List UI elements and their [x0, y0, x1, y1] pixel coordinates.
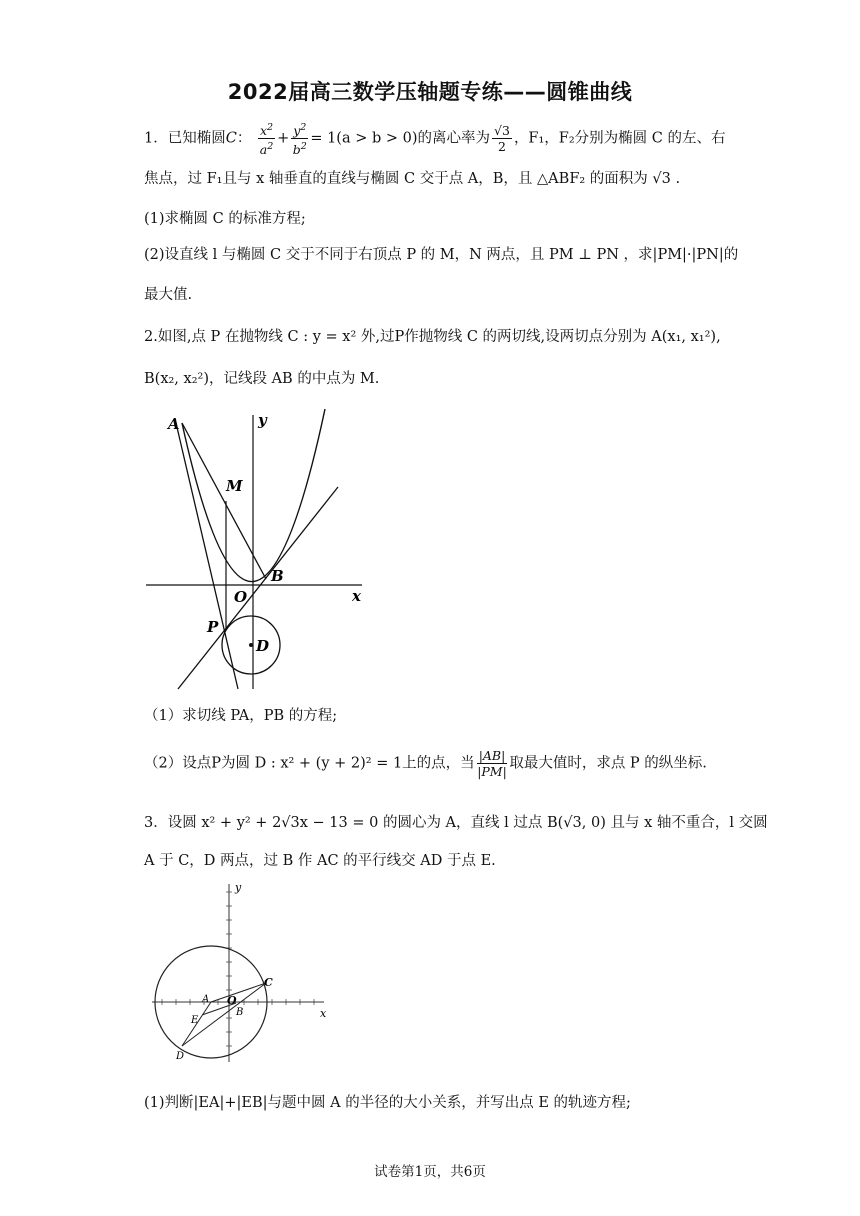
q3-label-d: D — [176, 1051, 185, 1062]
q1-text-c: ，F₁，F₂分别为椭圆 C 的左、右 — [513, 130, 726, 147]
q2-label-m: M — [226, 477, 243, 495]
q3-label-x: x — [320, 1007, 327, 1020]
q1-part-1: (1)求椭圆 C 的标准方程; — [144, 211, 306, 227]
q3-label-y: y — [235, 881, 242, 894]
q1-frac-y: $\frac{y^2}{b^2}$ — [292, 122, 307, 158]
q2-tangent-pb — [178, 487, 338, 689]
q2-part-2-a: （2）设点P为圆 D : x² + (y + 2)² = 1上的点，当 — [144, 755, 475, 772]
q1-part-2-b: 最大值. — [144, 287, 193, 303]
q2-ratio: $\frac{|AB|}{|PM|}$ — [477, 748, 507, 779]
q2-part-2-b: 取最大值时，求点 P 的纵坐标. — [509, 755, 707, 772]
q3-label-e: E — [191, 1015, 199, 1026]
q2-label-y: y — [258, 411, 267, 429]
q3-label-a: A — [202, 994, 210, 1005]
q3-label-o: O — [227, 994, 237, 1007]
q2-part-1: （1）求切线 PA，PB 的方程; — [144, 708, 338, 724]
q2-label-x: x — [352, 587, 361, 605]
q2-figure — [140, 405, 390, 695]
q1-text-b: 的离心率为 — [417, 130, 491, 147]
q2-label-o: O — [234, 588, 248, 606]
q1-condition: = 1(a > b > 0) — [310, 130, 418, 147]
q2-part-2 — [144, 748, 707, 779]
q1-eccentricity: $\frac{√3}{2}$ — [494, 123, 510, 155]
page-footer: 试卷第1页，共6页 — [374, 1164, 486, 1180]
page-title: 2022届高三数学压轴题专练——圆锥曲线 — [227, 80, 633, 104]
q3-line-2: A 于 C，D 两点，过 B 作 AC 的平行线交 AD 于点 E. — [144, 853, 496, 869]
q1-ellipse-name: C — [225, 130, 237, 147]
q1-line-1: 1．已知椭圆C： $\frac{x^2}{a^2}$ + $\frac{y^2}{b^2}$ = 1(a > b > 0)的离心率为 $\frac{√3}{2}$ ，F₁，F₂分别为椭圆 C 的左、右 — [144, 122, 726, 158]
q3-line-1: 3．设圆 x² + y² + 2√3x − 13 = 0 的圆心为 A，直线 l 过点 B(√3, 0) 且与 x 轴不重合，l 交圆 — [144, 815, 768, 831]
q2-label-d: D — [256, 637, 270, 655]
q3-label-b: B — [236, 1007, 244, 1018]
q1-part-2-a: (2)设直线 l 与椭圆 C 交于不同于右顶点 P 的 M，N 两点，且 PM ⊥ PN ，求|PM|·|PN|的 — [144, 247, 739, 263]
q2-label-b: B — [271, 567, 284, 585]
q2-label-p: P — [207, 618, 219, 636]
q1-text-a: 已知椭圆 — [167, 130, 226, 147]
q1-line-2: 焦点，过 F₁且与 x 轴垂直的直线与椭圆 C 交于点 A，B，且 △ABF₂ 的面积为 √3 . — [144, 171, 681, 187]
q1-colon: ： — [236, 130, 252, 147]
q3-part-1: (1)判断|EA|+|EB|与题中圆 A 的半径的大小关系，并写出点 E 的轨迹方程; — [144, 1095, 631, 1111]
q1-frac-x: $\frac{x^2}{a^2}$ — [259, 122, 274, 158]
q1-number: 1． — [144, 130, 168, 147]
q2-label-a: A — [168, 415, 180, 433]
q3-label-c: C — [264, 976, 273, 989]
q2-line-1: 2.如图,点 P 在抛物线 C : y = x² 外,过P作抛物线 C 的两切线,设两切点分别为 A(x₁, x₁²), — [144, 329, 721, 345]
q2-center-d — [249, 643, 253, 647]
q2-line-2: B(x₂, x₂²)，记线段 AB 的中点为 M. — [144, 371, 380, 387]
q3-figure — [148, 878, 338, 1068]
q2-tangent-pa — [176, 423, 238, 689]
